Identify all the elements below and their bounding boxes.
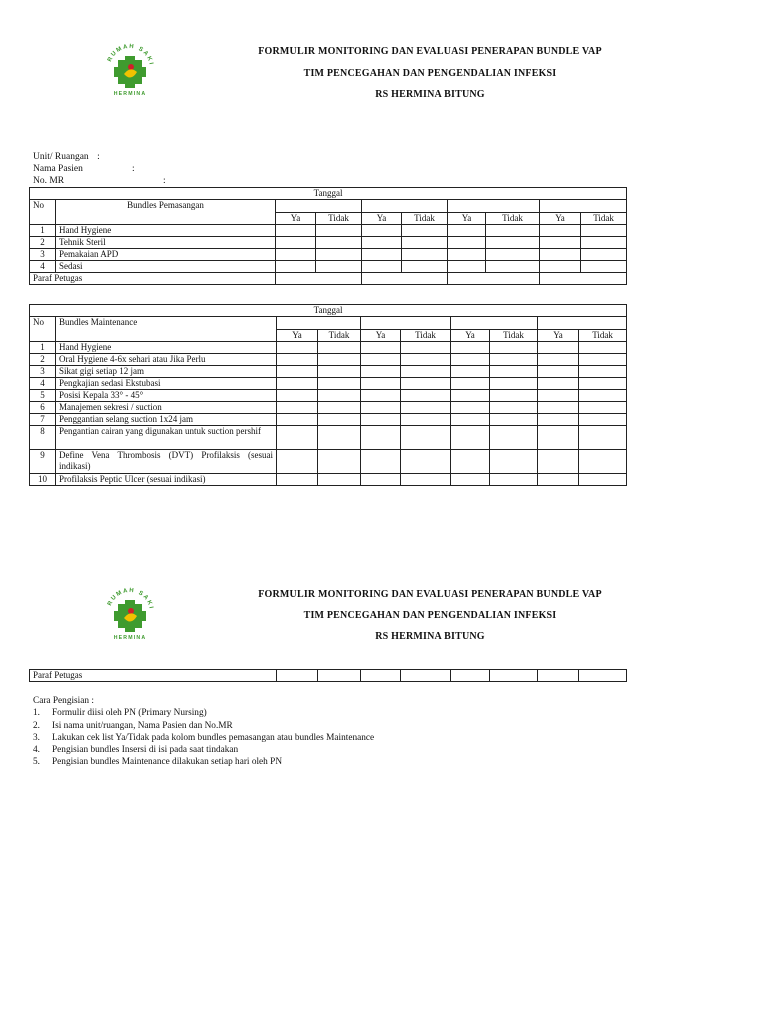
bundle-item: Posisi Kepala 33° - 45° xyxy=(56,390,277,402)
instruction-text: Pengisian bundles Insersi di isi pada saat tindakan xyxy=(52,745,239,756)
check-cell[interactable] xyxy=(490,402,538,414)
no-header: No xyxy=(30,317,56,342)
bundle-item: Manajemen sekresi / suction xyxy=(56,402,277,414)
check-cell[interactable] xyxy=(277,390,318,402)
check-cell[interactable] xyxy=(581,225,627,237)
check-cell[interactable] xyxy=(538,414,579,426)
check-cell[interactable] xyxy=(579,402,627,414)
instruction-text: Pengisian bundles Maintenance dilakukan setiap hari oleh PN xyxy=(52,757,283,768)
tanggal-header: Tanggal xyxy=(30,188,627,200)
check-cell[interactable] xyxy=(490,354,538,366)
check-cell[interactable] xyxy=(277,354,318,366)
instruction-text: Lakukan cek list Ya/Tidak pada kolom bundles pemasangan atau bundles Maintenance xyxy=(52,732,375,743)
bundles-header: Bundles Maintenance xyxy=(56,317,277,342)
table-row xyxy=(30,200,627,213)
ya-header: Ya xyxy=(362,212,402,225)
check-cell[interactable] xyxy=(362,261,402,273)
unit-colon: : xyxy=(97,152,100,162)
signature-cell[interactable] xyxy=(540,273,627,285)
instruction-item xyxy=(33,756,374,768)
instruction-number: 4. xyxy=(33,745,40,756)
team-title: TIM PENCEGAHAN DAN PENGENDALIAN INFEKSI xyxy=(303,68,557,79)
instructions xyxy=(33,695,374,769)
ya-header: Ya xyxy=(540,212,581,225)
check-cell[interactable] xyxy=(277,366,318,378)
check-cell[interactable] xyxy=(538,342,579,354)
check-cell[interactable] xyxy=(579,342,627,354)
check-cell[interactable] xyxy=(451,354,490,366)
check-cell[interactable] xyxy=(401,342,451,354)
check-cell[interactable] xyxy=(448,261,486,273)
check-cell[interactable] xyxy=(451,342,490,354)
instruction-text: Formulir diisi oleh PN (Primary Nursing) xyxy=(52,708,207,719)
row-number: 3 xyxy=(30,366,56,378)
paraf-label: Paraf Petugas xyxy=(30,670,277,682)
table-row xyxy=(30,317,627,330)
table-row xyxy=(30,414,627,426)
table-row xyxy=(30,450,627,474)
check-cell[interactable] xyxy=(538,402,579,414)
check-cell[interactable] xyxy=(361,402,401,414)
signature-cell[interactable] xyxy=(448,273,540,285)
table-row xyxy=(30,261,627,273)
check-cell[interactable] xyxy=(401,426,451,450)
table-row xyxy=(30,390,627,402)
mr-field[interactable] xyxy=(33,175,166,187)
row-number: 4 xyxy=(30,378,56,390)
check-cell[interactable] xyxy=(361,450,401,474)
svg-text:RUMAH SAKIT: RUMAH SAKI xyxy=(107,43,154,67)
table-row xyxy=(30,366,627,378)
check-cell[interactable] xyxy=(579,390,627,402)
check-cell[interactable] xyxy=(490,366,538,378)
check-cell[interactable] xyxy=(361,414,401,426)
check-cell[interactable] xyxy=(361,354,401,366)
bundle-item: Oral Hygiene 4-6x sehari atau Jika Perlu xyxy=(56,354,277,366)
check-cell[interactable] xyxy=(402,225,448,237)
bundle-item: Penggantian selang suction 1x24 jam xyxy=(56,414,277,426)
check-cell[interactable] xyxy=(451,450,490,474)
check-cell[interactable] xyxy=(490,450,538,474)
unit-label: Unit/ Ruangan xyxy=(33,152,89,162)
check-cell[interactable] xyxy=(581,249,627,261)
instruction-item xyxy=(33,720,374,732)
check-cell[interactable] xyxy=(538,378,579,390)
ya-header: Ya xyxy=(277,329,318,342)
check-cell[interactable] xyxy=(402,237,448,249)
date-cell[interactable] xyxy=(276,200,362,213)
svg-text:HERMINA: HERMINA xyxy=(113,635,147,641)
check-cell[interactable] xyxy=(361,390,401,402)
check-cell[interactable] xyxy=(401,474,451,486)
check-cell[interactable] xyxy=(448,225,486,237)
check-cell[interactable] xyxy=(451,378,490,390)
table-row xyxy=(30,342,627,354)
check-cell[interactable] xyxy=(538,426,579,450)
instruction-item xyxy=(33,707,374,719)
check-cell[interactable] xyxy=(579,354,627,366)
table-row xyxy=(30,237,627,249)
check-cell[interactable] xyxy=(318,402,361,414)
signature-cell[interactable] xyxy=(490,670,538,682)
check-cell[interactable] xyxy=(277,450,318,474)
hospital-name: RS HERMINA BITUNG xyxy=(375,89,485,100)
check-cell[interactable] xyxy=(277,378,318,390)
instructions-title: Cara Pengisian : xyxy=(33,696,94,706)
ya-header: Ya xyxy=(276,212,316,225)
date-cell[interactable] xyxy=(362,200,448,213)
check-cell[interactable] xyxy=(361,378,401,390)
team-title: TIM PENCEGAHAN DAN PENGENDALIAN INFEKSI xyxy=(303,610,557,621)
check-cell[interactable] xyxy=(401,390,451,402)
check-cell[interactable] xyxy=(276,249,316,261)
check-cell[interactable] xyxy=(579,414,627,426)
table-row xyxy=(30,402,627,414)
hospital-name: RS HERMINA BITUNG xyxy=(375,631,485,642)
row-number: 1 xyxy=(30,225,56,237)
tidak-header: Tidak xyxy=(581,212,627,225)
svg-text:HERMINA: HERMINA xyxy=(113,91,147,97)
table-row xyxy=(30,305,627,317)
row-number: 9 xyxy=(30,450,56,474)
signature-cell[interactable] xyxy=(362,273,448,285)
tidak-header: Tidak xyxy=(490,329,538,342)
check-cell[interactable] xyxy=(277,426,318,450)
signature-cell[interactable] xyxy=(538,670,579,682)
check-cell[interactable] xyxy=(401,354,451,366)
check-cell[interactable] xyxy=(402,261,448,273)
date-cell[interactable] xyxy=(448,200,540,213)
check-cell[interactable] xyxy=(318,378,361,390)
table-row xyxy=(30,188,627,200)
check-cell[interactable] xyxy=(538,354,579,366)
table-row xyxy=(30,225,627,237)
check-cell[interactable] xyxy=(581,261,627,273)
check-cell[interactable] xyxy=(277,414,318,426)
date-cell[interactable] xyxy=(451,317,538,330)
ya-header: Ya xyxy=(451,329,490,342)
table-row xyxy=(30,249,627,261)
row-number: 2 xyxy=(30,237,56,249)
ya-header: Ya xyxy=(361,329,401,342)
mr-colon: : xyxy=(163,176,166,186)
instruction-number: 2. xyxy=(33,720,40,731)
check-cell[interactable] xyxy=(486,225,540,237)
table-row xyxy=(30,426,627,450)
signature-cell[interactable] xyxy=(451,670,490,682)
check-cell[interactable] xyxy=(490,426,538,450)
check-cell[interactable] xyxy=(486,261,540,273)
signature-cell[interactable] xyxy=(579,670,627,682)
check-cell[interactable] xyxy=(318,354,361,366)
check-cell[interactable] xyxy=(490,390,538,402)
tidak-header: Tidak xyxy=(316,212,362,225)
check-cell[interactable] xyxy=(579,426,627,450)
hospital-logo xyxy=(100,40,160,100)
form-title: FORMULIR MONITORING DAN EVALUASI PENERAPAN BUNDLE VAP xyxy=(258,589,602,600)
table-row xyxy=(30,273,627,285)
table-row xyxy=(30,378,627,390)
instruction-item xyxy=(33,744,374,756)
bundle-item: Profilaksis Peptic Ulcer (sesuai indikasi) xyxy=(56,474,277,486)
tidak-header: Tidak xyxy=(486,212,540,225)
no-header: No xyxy=(30,200,56,225)
unit-field[interactable] xyxy=(33,151,100,163)
check-cell[interactable] xyxy=(318,474,361,486)
tidak-header: Tidak xyxy=(402,212,448,225)
ya-header: Ya xyxy=(448,212,486,225)
check-cell[interactable] xyxy=(401,366,451,378)
check-cell[interactable] xyxy=(540,261,581,273)
check-cell[interactable] xyxy=(486,237,540,249)
check-cell[interactable] xyxy=(277,474,318,486)
check-cell[interactable] xyxy=(490,414,538,426)
instruction-number: 5. xyxy=(33,757,40,768)
bundles-pemasangan-table xyxy=(29,187,627,285)
svg-text:RUMAH SAKIT: RUMAH SAKI xyxy=(107,587,154,611)
row-number: 10 xyxy=(30,474,56,486)
table-row xyxy=(30,670,627,682)
tanggal-header: Tanggal xyxy=(30,305,627,317)
check-cell[interactable] xyxy=(490,474,538,486)
check-cell[interactable] xyxy=(361,426,401,450)
signature-cell[interactable] xyxy=(318,670,361,682)
patient-name-label: Nama Pasien xyxy=(33,164,83,174)
check-cell[interactable] xyxy=(538,450,579,474)
check-cell[interactable] xyxy=(490,378,538,390)
check-cell[interactable] xyxy=(401,402,451,414)
check-cell[interactable] xyxy=(277,342,318,354)
check-cell[interactable] xyxy=(316,225,362,237)
check-cell[interactable] xyxy=(538,390,579,402)
check-cell[interactable] xyxy=(581,237,627,249)
check-cell[interactable] xyxy=(540,237,581,249)
instruction-text: Isi nama unit/ruangan, Nama Pasien dan No.MR xyxy=(52,720,233,731)
check-cell[interactable] xyxy=(318,342,361,354)
check-cell[interactable] xyxy=(490,342,538,354)
row-number: 8 xyxy=(30,426,56,450)
check-cell[interactable] xyxy=(579,474,627,486)
row-number: 7 xyxy=(30,414,56,426)
check-cell[interactable] xyxy=(361,366,401,378)
check-cell[interactable] xyxy=(451,474,490,486)
row-number: 5 xyxy=(30,390,56,402)
bundle-item: Hand Hygiene xyxy=(56,225,276,237)
check-cell[interactable] xyxy=(318,390,361,402)
date-cell[interactable] xyxy=(538,317,627,330)
check-cell[interactable] xyxy=(361,474,401,486)
check-cell[interactable] xyxy=(448,249,486,261)
instruction-number: 1. xyxy=(33,708,40,719)
check-cell[interactable] xyxy=(540,225,581,237)
check-cell[interactable] xyxy=(316,249,362,261)
check-cell[interactable] xyxy=(451,414,490,426)
bundle-item: Define Vena Thrombosis (DVT) Profilaksis (sesuai indikasi) xyxy=(56,450,277,474)
signature-cell[interactable] xyxy=(276,273,362,285)
row-number: 4 xyxy=(30,261,56,273)
check-cell[interactable] xyxy=(316,261,362,273)
check-cell[interactable] xyxy=(316,237,362,249)
table-row xyxy=(30,474,627,486)
bundle-item: Hand Hygiene xyxy=(56,342,277,354)
check-cell[interactable] xyxy=(451,366,490,378)
bundle-item: Pengkajian sedasi Ekstubasi xyxy=(56,378,277,390)
check-cell[interactable] xyxy=(401,414,451,426)
check-cell[interactable] xyxy=(362,249,402,261)
date-cell[interactable] xyxy=(540,200,627,213)
mr-label: No. MR xyxy=(33,176,65,186)
check-cell[interactable] xyxy=(276,225,316,237)
bundles-maintenance-table xyxy=(29,304,627,486)
paraf-table xyxy=(29,669,627,682)
instruction-number: 3. xyxy=(33,732,40,743)
paraf-label: Paraf Petugas xyxy=(30,273,276,285)
patient-name-field[interactable] xyxy=(33,163,135,175)
check-cell[interactable] xyxy=(276,261,316,273)
check-cell[interactable] xyxy=(538,366,579,378)
check-cell[interactable] xyxy=(362,225,402,237)
check-cell[interactable] xyxy=(318,450,361,474)
check-cell[interactable] xyxy=(402,249,448,261)
patient-name-colon: : xyxy=(132,164,135,174)
row-number: 6 xyxy=(30,402,56,414)
instruction-item xyxy=(33,732,374,744)
bundle-item: Sedasi xyxy=(56,261,276,273)
check-cell[interactable] xyxy=(451,426,490,450)
check-cell[interactable] xyxy=(361,342,401,354)
check-cell[interactable] xyxy=(486,249,540,261)
check-cell[interactable] xyxy=(318,366,361,378)
signature-cell[interactable] xyxy=(401,670,451,682)
row-number: 2 xyxy=(30,354,56,366)
check-cell[interactable] xyxy=(579,366,627,378)
check-cell[interactable] xyxy=(318,414,361,426)
check-cell[interactable] xyxy=(362,237,402,249)
tidak-header: Tidak xyxy=(401,329,451,342)
row-number: 3 xyxy=(30,249,56,261)
row-number: 1 xyxy=(30,342,56,354)
check-cell[interactable] xyxy=(276,237,316,249)
check-cell[interactable] xyxy=(318,426,361,450)
hospital-logo xyxy=(100,584,160,644)
check-cell[interactable] xyxy=(538,474,579,486)
bundle-item: Sikat gigi setiap 12 jam xyxy=(56,366,277,378)
check-cell[interactable] xyxy=(401,378,451,390)
table-row xyxy=(30,354,627,366)
signature-cell[interactable] xyxy=(361,670,401,682)
check-cell[interactable] xyxy=(579,378,627,390)
ya-header: Ya xyxy=(538,329,579,342)
date-cell[interactable] xyxy=(361,317,451,330)
date-cell[interactable] xyxy=(277,317,361,330)
signature-cell[interactable] xyxy=(277,670,318,682)
bundles-header: Bundles Pemasangan xyxy=(56,200,276,225)
tidak-header: Tidak xyxy=(318,329,361,342)
check-cell[interactable] xyxy=(277,402,318,414)
check-cell[interactable] xyxy=(579,450,627,474)
check-cell[interactable] xyxy=(451,402,490,414)
check-cell[interactable] xyxy=(451,390,490,402)
bundle-item: Pengantian cairan yang digunakan untuk suction pershif xyxy=(56,426,277,450)
bundle-item: Pemakaian APD xyxy=(56,249,276,261)
check-cell[interactable] xyxy=(401,450,451,474)
check-cell[interactable] xyxy=(448,237,486,249)
form-title: FORMULIR MONITORING DAN EVALUASI PENERAPAN BUNDLE VAP xyxy=(258,46,602,57)
bundle-item: Tehnik Steril xyxy=(56,237,276,249)
check-cell[interactable] xyxy=(540,249,581,261)
tidak-header: Tidak xyxy=(579,329,627,342)
